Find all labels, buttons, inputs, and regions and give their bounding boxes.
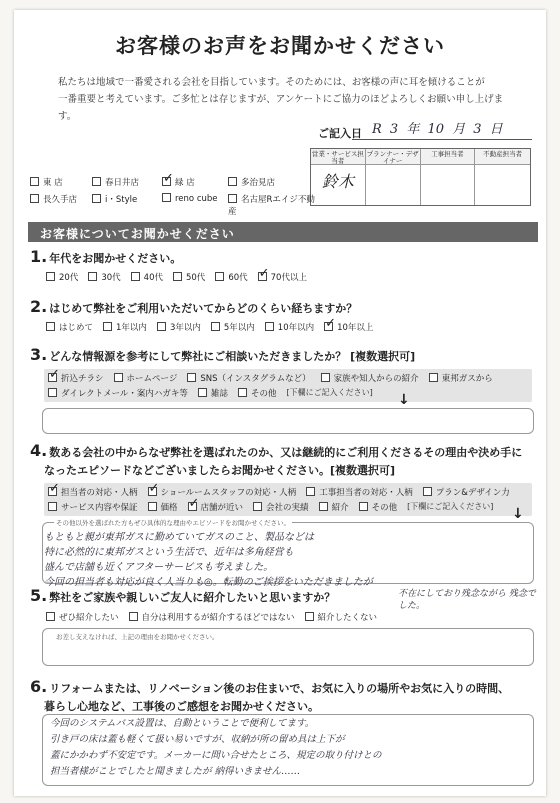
- reason-option[interactable]: [253, 501, 309, 513]
- question-3: [30, 346, 535, 402]
- option-label: 3年以内: [169, 323, 201, 333]
- option-label: 紹介: [331, 503, 349, 513]
- q4-handwritten-answer: [44, 530, 538, 590]
- checkbox[interactable]: [46, 612, 55, 621]
- staff-header: 営業・サービス担当者: [311, 150, 364, 166]
- question-number: 5.: [30, 586, 48, 605]
- age-option[interactable]: [88, 271, 120, 283]
- checkbox[interactable]: [215, 272, 224, 281]
- checkbox[interactable]: [129, 612, 138, 621]
- down-arrow-icon: ↓: [512, 506, 524, 522]
- option-label: 担当者の対応・人柄: [61, 488, 138, 498]
- option-label: その他: [250, 389, 277, 399]
- source-option[interactable]: [187, 372, 310, 384]
- checkbox[interactable]: [359, 502, 368, 511]
- option-label: 多治見店: [241, 178, 276, 188]
- checkbox[interactable]: [238, 388, 247, 397]
- question-text: どんな情報源を参考にして弊社にご相談いただきましたか？: [49, 350, 347, 363]
- intro-line: 一番重要と考えています。ご多忙とは存じますが、アンケートにご協力のほどよろしくお願い申し上げます。: [58, 94, 504, 122]
- staff-name-planner[interactable]: [366, 165, 421, 205]
- multi-select-tag: [複数選択可]: [330, 464, 396, 477]
- age-options: [30, 271, 535, 283]
- question-number: 4.: [30, 441, 48, 460]
- checkbox[interactable]: [148, 502, 157, 511]
- handwritten-line: 蓋にかかわず不安定です。メーカーに問い合せたところ、規定の取り付けとの: [50, 750, 382, 761]
- option-label: 60代: [228, 273, 248, 283]
- staff-name-realestate[interactable]: [475, 165, 530, 205]
- reason-option[interactable]: [188, 501, 244, 513]
- option-label: 東邦ガスから: [441, 374, 493, 384]
- option-label: 折込チラシ: [61, 374, 104, 384]
- q5-side-note: 不在にしており残念ながら 残念でした。: [398, 589, 536, 611]
- checkbox[interactable]: [187, 373, 196, 382]
- source-options: [44, 369, 532, 402]
- box-note: その他以外を選ばれた方もぜひ具体的な理由やエピソードをお聞かせください。: [56, 519, 290, 527]
- date-label: ご記入日: [318, 127, 362, 140]
- staff-name-construction[interactable]: [421, 165, 476, 205]
- reason-option[interactable]: [148, 486, 297, 498]
- question-text: リフォームまたは、リノベーション後のお住まいで、お気に入りの場所やお気に入りの時間、: [49, 682, 510, 695]
- down-arrow-icon: ↓: [398, 392, 410, 408]
- checkbox[interactable]: [92, 194, 101, 203]
- question-2: [30, 298, 535, 333]
- option-label: ぜひ紹介したい: [59, 613, 119, 623]
- q3-other-box[interactable]: [42, 408, 534, 434]
- checkbox[interactable]: [46, 272, 55, 281]
- option-label: 紹介したくない: [317, 613, 378, 623]
- checkbox[interactable]: [30, 177, 39, 186]
- checkbox[interactable]: [265, 322, 274, 331]
- option-label: 50代: [185, 273, 206, 283]
- checkbox[interactable]: [88, 272, 97, 281]
- checkbox[interactable]: [92, 177, 101, 186]
- option-label: 40代: [143, 273, 163, 283]
- checked-checkbox[interactable]: [258, 272, 267, 281]
- option-label: 70代以上: [270, 273, 307, 283]
- option-label: SNS（インスタグラムなど）: [200, 374, 311, 384]
- question-text: 暮らし心地など、工事後のご感想をお聞かせください。: [44, 700, 319, 713]
- option-label: reno cube: [175, 194, 218, 204]
- staff-header: 不動産担当者: [475, 149, 530, 165]
- source-option[interactable]: [48, 372, 104, 384]
- duration-option[interactable]: [157, 321, 201, 333]
- reason-option[interactable]: [148, 501, 178, 513]
- age-option[interactable]: [173, 271, 205, 283]
- option-label: プラン&デザイン力: [435, 488, 510, 498]
- question-number: 2.: [30, 297, 48, 316]
- checked-checkbox[interactable]: [162, 177, 171, 186]
- checkbox[interactable]: [228, 194, 237, 203]
- checkbox[interactable]: [131, 272, 140, 281]
- checkbox[interactable]: [321, 373, 330, 382]
- option-label: 東 店: [43, 178, 63, 188]
- age-option[interactable]: [258, 271, 307, 283]
- store-option[interactable]: [228, 176, 318, 188]
- option-label: 春日井店: [105, 178, 140, 188]
- question-text: 弊社をご家族や親しいご友人に紹介したいと思いますか？: [49, 591, 336, 604]
- handwritten-line: 引き戸の床は蓋も軽くて扱い易いですが、収納が所の留め具は上下が: [50, 734, 345, 745]
- store-option[interactable]: [162, 176, 228, 188]
- checkbox[interactable]: [198, 388, 207, 397]
- option-label: 30代: [101, 273, 121, 283]
- checkbox[interactable]: [48, 502, 57, 511]
- other-note: [下欄にご記入ください]: [407, 502, 494, 511]
- store-checklist: [30, 176, 315, 217]
- question-1: [30, 248, 535, 283]
- option-label: ホームページ: [126, 374, 178, 384]
- option-label: 名古屋Rエイジ不動産: [228, 195, 315, 217]
- checkbox[interactable]: [305, 612, 314, 621]
- handwritten-line: 特に必然的に東邦ガスという生活で、近年は多角経営も: [44, 547, 294, 558]
- duration-options: [30, 321, 535, 333]
- reason-option[interactable]: [48, 501, 138, 513]
- store-option[interactable]: [92, 193, 162, 217]
- checkbox[interactable]: [162, 193, 171, 202]
- duration-option[interactable]: [46, 321, 93, 333]
- option-label: 家族や知人からの紹介: [333, 374, 419, 384]
- option-label: 20代: [59, 273, 79, 283]
- recommend-option[interactable]: [46, 611, 119, 623]
- reason-option[interactable]: [306, 486, 413, 498]
- age-option[interactable]: [46, 271, 78, 283]
- recommend-options: [30, 611, 535, 623]
- option-label: 雑誌: [210, 389, 228, 399]
- checkbox[interactable]: [319, 502, 328, 511]
- option-label: その他: [371, 503, 398, 513]
- staff-header: プランナー・デザイナー: [366, 150, 419, 166]
- staff-header: 工事担当者: [421, 149, 476, 165]
- page-title: お客様のお声をお聞かせください: [115, 34, 445, 58]
- option-label: ショールームスタッフの対応・人柄: [160, 488, 297, 498]
- date-underline: [352, 139, 532, 140]
- checkbox[interactable]: [253, 502, 262, 511]
- reason-option[interactable]: [423, 486, 510, 498]
- source-option[interactable]: [48, 387, 188, 399]
- option-label: 工事担当者の対応・人柄: [319, 488, 413, 498]
- duration-option[interactable]: [103, 321, 147, 333]
- source-option[interactable]: [238, 387, 277, 399]
- intro-line: 私たちは地域で一番愛される会社を目指しています。そのためには、お客様の声に耳を傾けることが: [58, 77, 485, 88]
- store-option[interactable]: [228, 193, 318, 217]
- option-label: 会社の実績: [266, 503, 309, 513]
- handwritten-line: もともと親が東邦ガスに勤めていてガスのこと、製品などは: [44, 532, 314, 543]
- reason-option[interactable]: [48, 486, 138, 498]
- source-option[interactable]: [114, 372, 178, 384]
- store-option[interactable]: [162, 193, 228, 217]
- checkbox[interactable]: [114, 373, 123, 382]
- store-option[interactable]: [92, 176, 162, 188]
- duration-option[interactable]: [211, 321, 255, 333]
- section-header: お客様についてお聞かせください: [28, 222, 538, 242]
- checkbox[interactable]: [30, 194, 39, 203]
- option-label: 1年以内: [116, 323, 147, 333]
- option-label: 自分は利用するが紹介するほどではない: [141, 613, 295, 623]
- option-label: 10年以内: [277, 323, 315, 333]
- question-text: なったエピソードなどございましたらお聞かせください。: [44, 464, 330, 477]
- source-option[interactable]: [321, 372, 419, 384]
- question-number: 1.: [30, 247, 48, 266]
- other-note: [下欄にご記入ください]: [286, 388, 373, 397]
- option-label: ダイレクトメール・案内ハガキ等: [61, 389, 188, 399]
- checkbox[interactable]: [48, 388, 57, 397]
- store-option[interactable]: [30, 193, 92, 217]
- option-label: はじめて: [59, 323, 94, 333]
- question-text: 年代をお聞かせください。: [49, 252, 182, 265]
- option-label: サービス内容や保証: [61, 503, 138, 513]
- option-label: 店舗が近い: [200, 503, 244, 513]
- checked-checkbox[interactable]: [48, 373, 57, 382]
- source-option[interactable]: [429, 372, 493, 384]
- date-value[interactable]: R 3 年 10 月 3 日: [372, 122, 503, 137]
- age-option[interactable]: [215, 271, 247, 283]
- checkbox[interactable]: [211, 322, 220, 331]
- staff-name-sales[interactable]: 鈴木: [311, 165, 366, 205]
- checked-checkbox[interactable]: [48, 487, 57, 496]
- source-option[interactable]: [198, 387, 228, 399]
- question-text: はじめて弊社をご利用いただいてからどのくらい経ちますか？: [49, 302, 358, 315]
- store-option[interactable]: [30, 176, 92, 188]
- box-note: お差し支えなければ、上記の理由をお聞かせください。: [56, 633, 219, 641]
- question-4: [30, 442, 535, 516]
- staff-table: [310, 148, 531, 206]
- duration-option[interactable]: [265, 321, 314, 333]
- checkbox[interactable]: [429, 373, 438, 382]
- question-number: 3.: [30, 345, 48, 364]
- recommend-option[interactable]: [305, 611, 378, 623]
- handwritten-line: 今回の担当者も対応が良く人当りも◎。転勤のご挨拶をいただきましたが: [44, 577, 373, 588]
- checkbox[interactable]: [103, 322, 112, 331]
- question-number: 6.: [30, 677, 48, 696]
- checkbox[interactable]: [228, 177, 237, 186]
- checked-checkbox[interactable]: [188, 502, 197, 511]
- question-6: [30, 678, 535, 716]
- q6-handwritten-answer: [50, 716, 544, 780]
- recommend-option[interactable]: [129, 611, 295, 623]
- checkbox[interactable]: [46, 322, 55, 331]
- option-label: 価格: [160, 503, 178, 513]
- reason-option[interactable]: [319, 501, 349, 513]
- checked-checkbox[interactable]: [148, 487, 157, 496]
- handwritten-line: 盛んで店舗も近くアフターサービスも考えました。: [44, 562, 274, 573]
- option-label: i・Style: [105, 195, 138, 205]
- age-option[interactable]: [131, 271, 163, 283]
- checkbox[interactable]: [423, 487, 432, 496]
- checkbox[interactable]: [306, 487, 315, 496]
- option-label: 10年以上: [337, 323, 374, 333]
- option-label: 長久手店: [43, 195, 78, 205]
- option-label: 緑 店: [175, 178, 195, 188]
- option-label: 5年以内: [223, 323, 255, 333]
- checked-checkbox[interactable]: [324, 322, 333, 331]
- question-text: 数ある会社の中からなぜ弊社を選ばれたのか、又は継続的にご利用くださるその理由や決め手に: [49, 446, 523, 459]
- checkbox[interactable]: [157, 322, 166, 331]
- multi-select-tag: [複数選択可]: [350, 350, 416, 363]
- handwritten-line: 担当者様がことでしたと聞きましたが 納得いきません……: [50, 766, 301, 777]
- reason-option[interactable]: [359, 501, 398, 513]
- duration-option[interactable]: [324, 321, 373, 333]
- reason-options: [44, 483, 532, 516]
- handwritten-line: 今回のシステムバス設置は、自動ということで便利してます。: [50, 718, 315, 729]
- checkbox[interactable]: [173, 272, 182, 281]
